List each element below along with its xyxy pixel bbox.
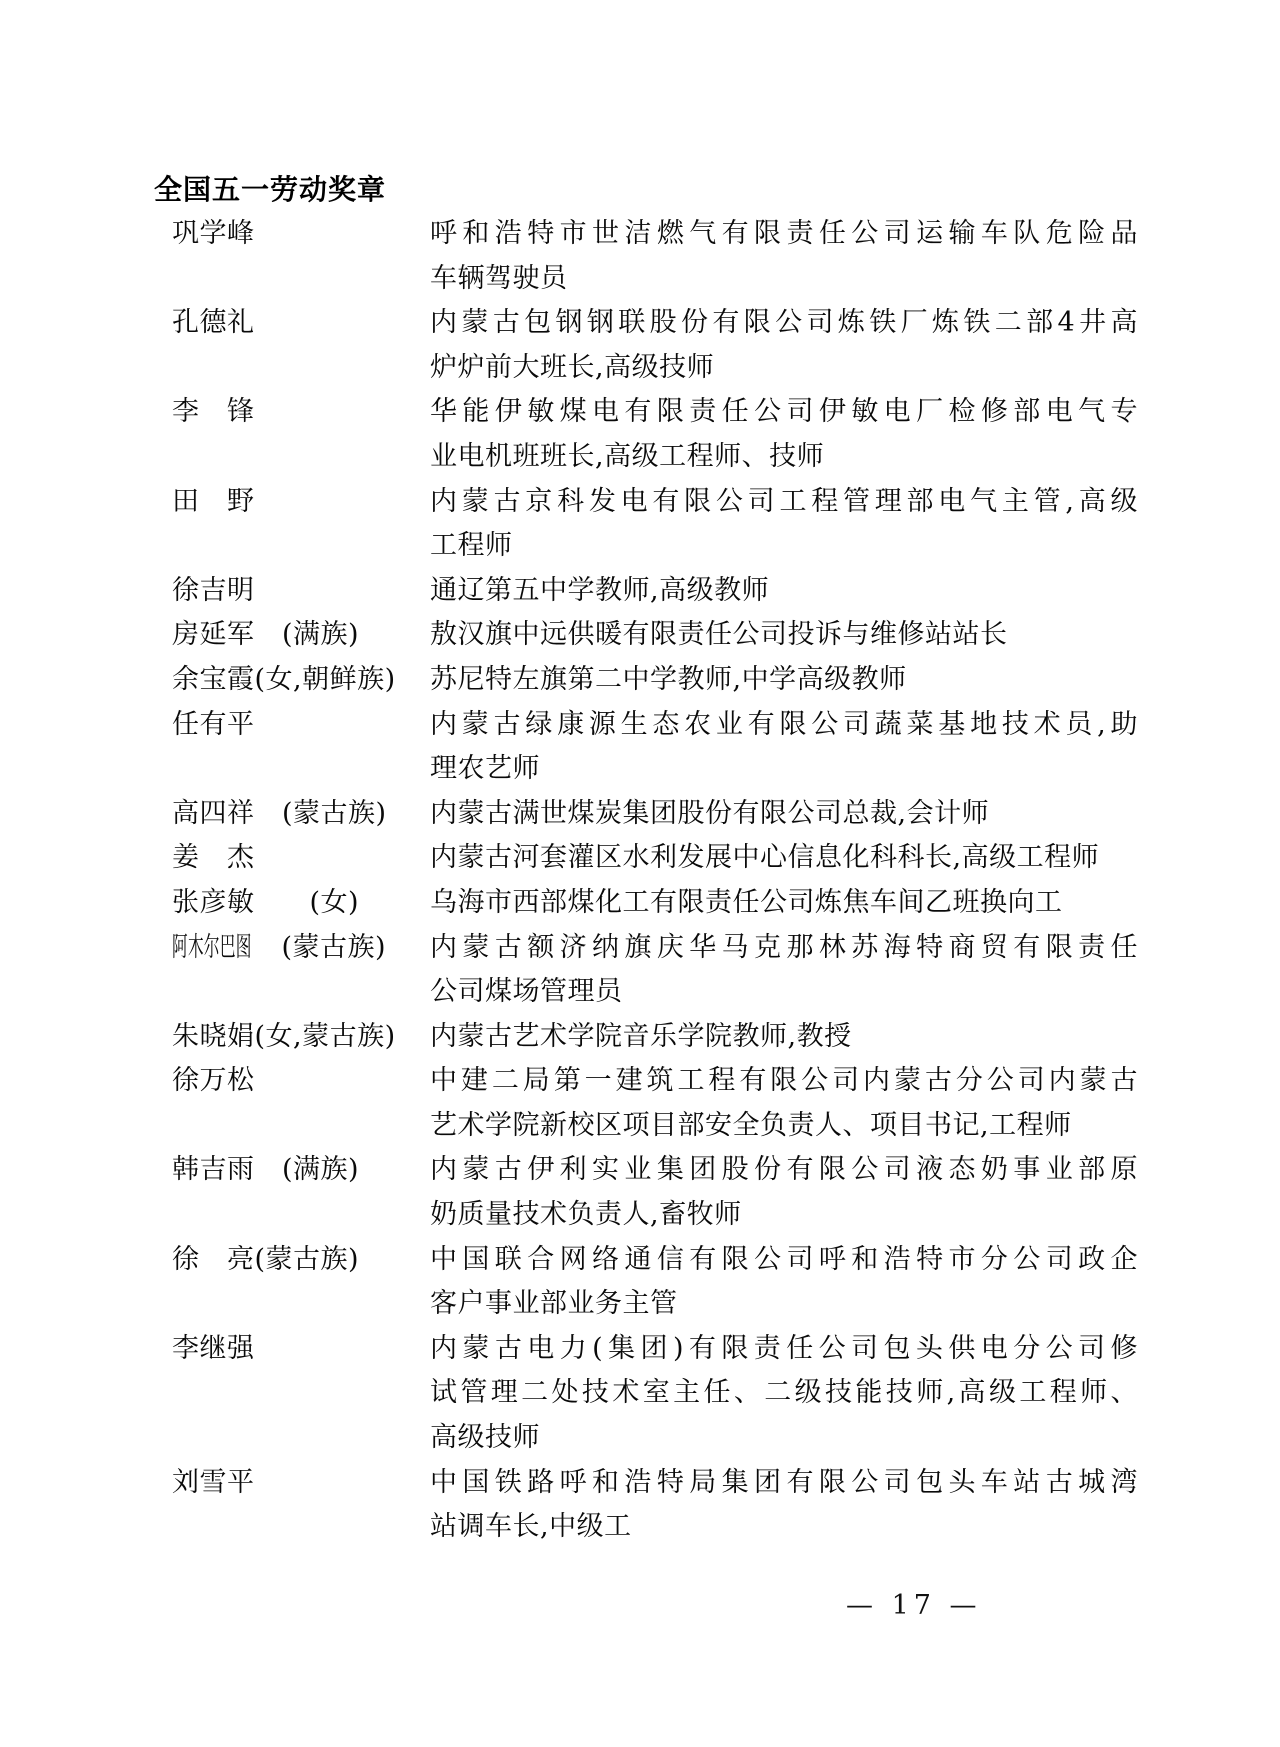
recipient-name-cell [172,212,430,257]
description-line: 内蒙古额济纳旗庆华马克那林苏海特商贸有限责任 [430,931,1138,963]
recipient-ethnicity: (女,朝鲜族) [254,663,396,695]
description-line: 苏尼特左旗第二中学教师,中学高级教师 [430,663,907,695]
recipient-name: 任有平 [172,708,255,740]
description-line: 中国联合网络通信有限公司呼和浩特市分公司政企 [430,1243,1138,1275]
description-line: 客户事业部业务主管 [430,1288,678,1320]
recipient-name-cell [172,792,430,837]
award-entry [172,569,1138,614]
award-entry [172,1461,1138,1550]
recipient-description [430,1238,1138,1327]
description-line: 工程师 [430,530,513,562]
award-entry [172,1148,1138,1237]
recipient-description [430,390,1138,479]
recipient-ethnicity: (满族) [254,1154,360,1186]
recipient-description [430,881,1138,926]
recipient-name: 刘雪平 [172,1466,255,1498]
page-number: — 17 — [846,1590,982,1621]
recipient-name-cell [172,1148,430,1193]
recipient-name-cell [172,301,430,346]
recipient-name: 李继强 [172,1332,255,1364]
section-title: 全国五一劳动奖章 [154,174,387,205]
recipient-name-cell [172,1327,430,1372]
description-line: 通辽第五中学教师,高级教师 [430,574,770,606]
recipient-name: 孔德礼 [172,307,255,339]
description-line: 中建二局第一建筑工程有限公司内蒙古分公司内蒙古 [430,1065,1138,1097]
recipient-name-cell [172,703,430,748]
description-line: 内蒙古京科发电有限公司工程管理部电气主管,高级 [430,485,1138,517]
recipient-name: 巩学峰 [172,218,255,249]
description-line: 内蒙古伊利实业集团股份有限公司液态奶事业部原 [430,1154,1138,1186]
recipient-ethnicity: (蒙古族) [254,1243,360,1275]
description-line: 敖汉旗中远供暖有限责任公司投诉与维修站站长 [430,619,1008,651]
description-line: 炉炉前大班长,高级技师 [430,351,715,383]
recipient-ethnicity: (女) [254,886,360,918]
description-line: 乌海市西部煤化工有限责任公司炼焦车间乙班换向工 [430,886,1063,918]
recipient-description [430,792,1138,837]
recipient-description [430,1148,1138,1237]
recipient-description [430,658,1138,703]
description-line: 试管理二处技术室主任、二级技能技师,高级工程师、 [430,1377,1138,1409]
recipient-name-cell [172,1059,430,1104]
award-entry [172,1238,1138,1327]
description-line: 车辆驾驶员 [430,262,568,294]
recipient-name: 高四祥 [172,797,255,829]
description-line: 艺术学院新校区项目部安全负责人、项目书记,工程师 [430,1109,1072,1141]
recipient-description [430,1327,1138,1461]
award-entry [172,613,1138,658]
recipient-name: 李 锋 [172,396,255,428]
award-entry [172,212,1138,301]
description-line: 内蒙古满世煤炭集团股份有限公司总裁,会计师 [430,797,990,829]
recipient-name-cell [172,658,430,703]
recipient-name-cell [172,1461,430,1506]
recipient-name-cell [172,1015,430,1060]
award-entry [172,836,1138,881]
recipient-description [430,569,1138,614]
description-line: 公司煤场管理员 [430,976,623,1008]
award-entry [172,881,1138,926]
award-entry [172,658,1138,703]
award-entry [172,792,1138,837]
recipient-name-cell [172,1238,430,1283]
recipient-description [430,1015,1138,1060]
recipient-name: 徐 亮 [172,1243,255,1275]
recipient-description [430,703,1138,792]
recipient-description [430,301,1138,390]
description-line: 内蒙古电力(集团)有限责任公司包头供电分公司修 [430,1332,1138,1364]
recipient-name: 阿木尔巴图 [172,931,252,963]
recipient-name: 韩吉雨 [172,1154,255,1186]
recipient-name-cell [172,480,430,525]
recipient-name: 田 野 [172,485,255,517]
award-entry [172,390,1138,479]
award-entry [172,301,1138,390]
description-line: 站调车长,中级工 [430,1511,632,1543]
award-entry [172,926,1138,1015]
recipient-name: 姜 杰 [172,842,255,874]
description-line: 内蒙古包钢钢联股份有限公司炼铁厂炼铁二部4井高 [430,307,1138,339]
description-line: 内蒙古艺术学院音乐学院教师,教授 [430,1020,852,1052]
description-line: 内蒙古河套灌区水利发展中心信息化科科长,高级工程师 [430,842,1100,874]
award-recipient-list [172,212,1138,1550]
recipient-name-cell [172,613,430,658]
recipient-ethnicity: (蒙古族) [254,931,387,963]
recipient-ethnicity: (蒙古族) [254,797,387,829]
recipient-description [430,836,1138,881]
recipient-description [430,613,1138,658]
recipient-name-cell [172,836,430,881]
recipient-name-cell [172,881,430,926]
description-line: 呼和浩特市世洁燃气有限责任公司运输车队危险品 [430,218,1138,249]
description-line: 业电机班班长,高级工程师、技师 [430,440,825,472]
description-line: 高级技师 [430,1422,540,1454]
description-line: 内蒙古绿康源生态农业有限公司蔬菜基地技术员,助 [430,708,1138,740]
award-entry [172,1327,1138,1461]
description-line: 华能伊敏煤电有限责任公司伊敏电厂检修部电气专 [430,396,1138,428]
description-line: 奶质量技术负责人,畜牧师 [430,1199,742,1231]
recipient-name: 徐吉明 [172,574,255,606]
recipient-name: 房延军 [172,619,255,651]
recipient-name: 徐万松 [172,1065,255,1097]
award-entry [172,480,1138,569]
recipient-name: 朱晓娟 [172,1020,255,1052]
recipient-description [430,212,1138,301]
recipient-name-cell [172,569,430,614]
recipient-name-cell [172,390,430,435]
recipient-description [430,1461,1138,1550]
recipient-description [430,926,1138,1015]
recipient-ethnicity: (满族) [254,619,360,651]
recipient-name-cell [172,926,430,971]
recipient-ethnicity: (女,蒙古族) [254,1020,396,1052]
description-line: 理农艺师 [430,753,540,785]
recipient-name: 余宝霞 [172,663,255,695]
award-entry [172,1015,1138,1060]
award-entry [172,1059,1138,1148]
recipient-description [430,1059,1138,1148]
award-entry [172,703,1138,792]
recipient-name: 张彦敏 [172,886,255,918]
recipient-description [430,480,1138,569]
description-line: 中国铁路呼和浩特局集团有限公司包头车站古城湾 [430,1466,1138,1498]
